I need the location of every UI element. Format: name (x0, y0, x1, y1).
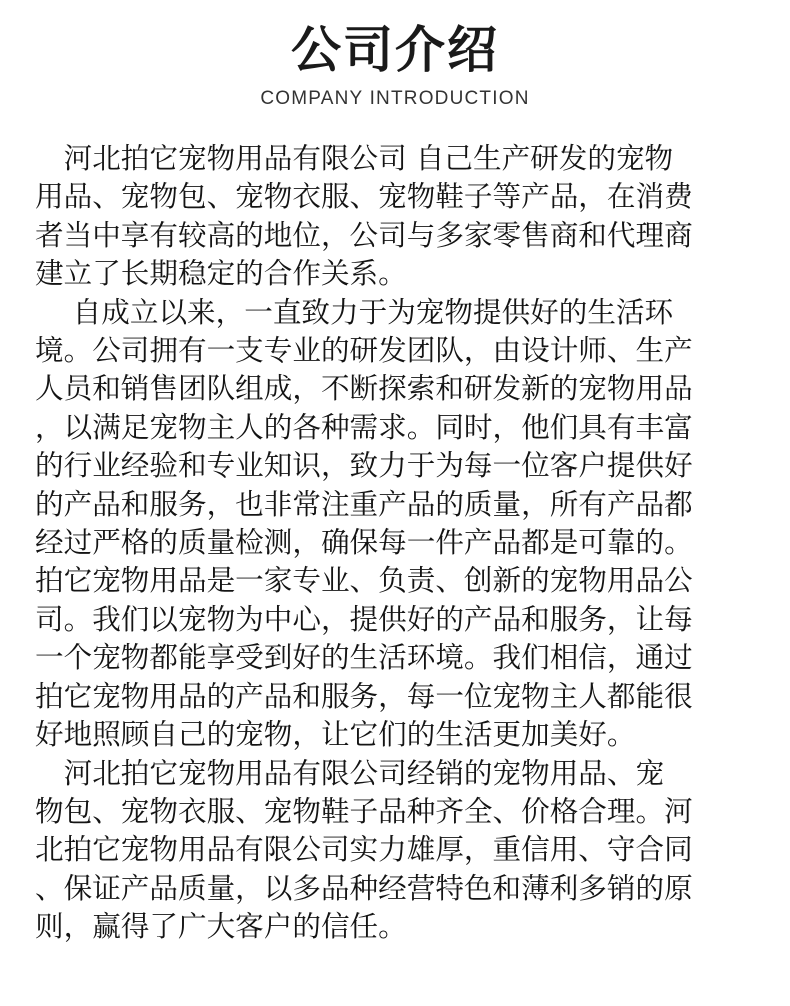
paragraph-line: 河北拍它宠物用品有限公司 自己生产研发的宠物 (35, 141, 674, 175)
paragraph-line: 物包、宠物衣服、宠物鞋子品种齐全、价格合理。河 (35, 793, 693, 828)
paragraph-line: 人员和销售团队组成，不断探索和研发新的宠物用品 (35, 371, 693, 406)
paragraph-line: 则，赢得了广大客户的信任。 (35, 909, 407, 944)
paragraph-line: 自成立以来，一直致力于为宠物提供好的生活环 (35, 294, 674, 329)
page-subtitle: COMPANY INTRODUCTION (260, 88, 530, 109)
paragraph-line: 的产品和服务，也非常注重产品的质量，所有产品都 (35, 486, 693, 521)
intro-paragraph-2 (35, 293, 755, 754)
paragraph-line: 北拍它宠物用品有限公司实力雄厚，重信用、守合同 (35, 832, 693, 867)
page-title: 公司介绍 (291, 21, 499, 79)
paragraph-line: 者当中享有较高的地位，公司与多家零售商和代理商 (35, 217, 693, 252)
paragraph-line: 境。公司拥有一支专业的研发团队，由设计师、生产 (35, 333, 693, 368)
paragraph-line: 好地照顾自己的宠物，让它们的生活更加美好。 (35, 717, 636, 752)
paragraph-line: 的行业经验和专业知识，致力于为每一位客户提供好 (35, 448, 693, 483)
intro-paragraph-3 (35, 754, 755, 946)
paragraph-line: 用品、宠物包、宠物衣服、宠物鞋子等产品，在消费 (35, 179, 693, 214)
paragraph-line: 河北拍它宠物用品有限公司经销的宠物用品、宠 (35, 755, 665, 790)
company-introduction-body (35, 139, 755, 946)
paragraph-line: 、保证产品质量，以多品种经营特色和薄利多销的原 (35, 870, 693, 905)
paragraph-line: 拍它宠物用品是一家专业、负责、创新的宠物用品公 (35, 563, 693, 598)
paragraph-line: ，以满足宠物主人的各种需求。同时，他们具有丰富 (35, 409, 693, 444)
paragraph-line: 一个宠物都能享受到好的生活环境。我们相信，通过 (35, 640, 693, 675)
paragraph-line: 经过严格的质量检测，确保每一件产品都是可靠的。 (35, 525, 693, 560)
paragraph-line: 拍它宠物用品的产品和服务，每一位宠物主人都能很 (35, 678, 693, 713)
paragraph-line: 司。我们以宠物为中心，提供好的产品和服务，让每 (35, 601, 693, 636)
paragraph-line: 建立了长期稳定的合作关系。 (35, 256, 407, 291)
intro-paragraph-1 (35, 139, 755, 293)
